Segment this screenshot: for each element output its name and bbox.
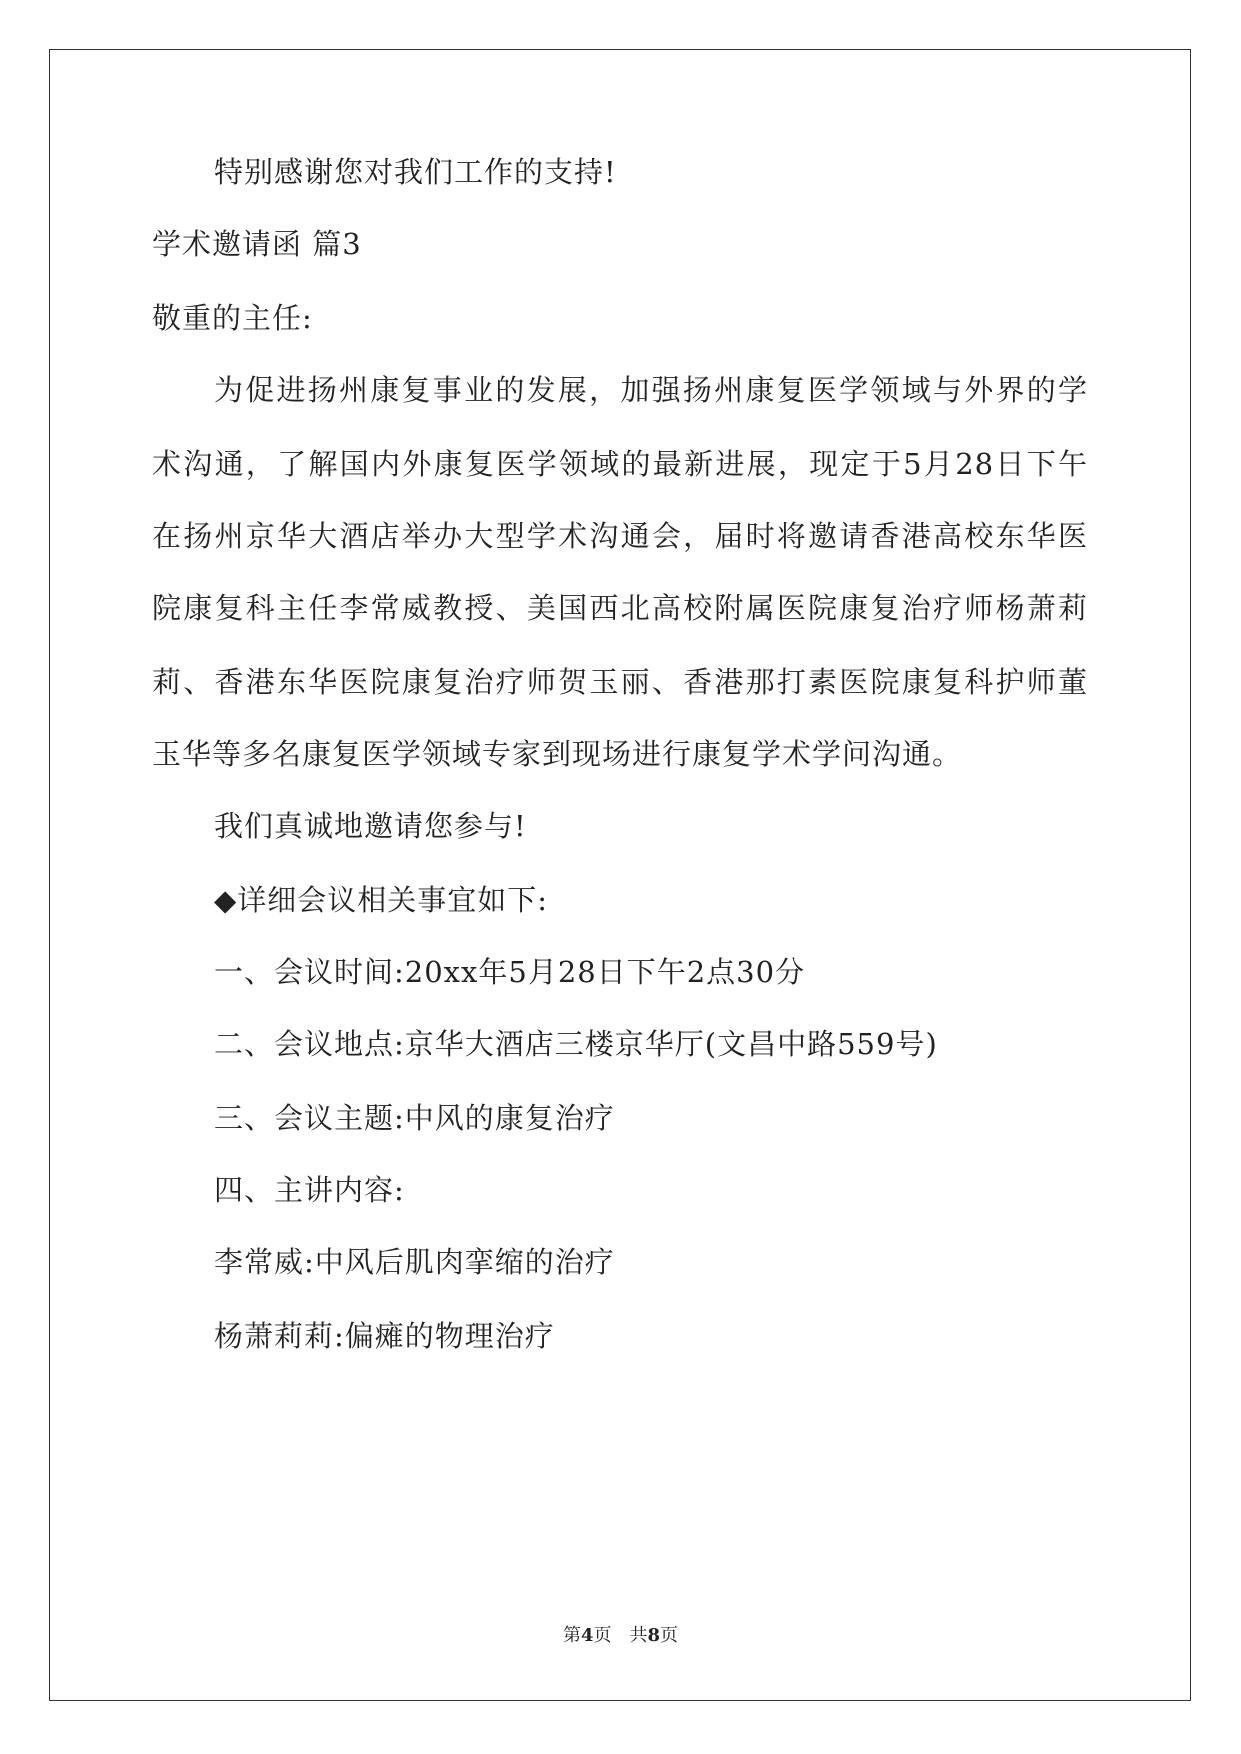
- speaker-1: 李常威:中风后肌肉挛缩的治疗: [214, 1245, 615, 1279]
- invitation-line: 我们真诚地邀请您参与!: [214, 809, 527, 843]
- total-page-number: 8: [647, 1625, 661, 1646]
- body-line-6: 玉华等多名康复医学领域专家到现场进行康复学术学问沟通。: [152, 737, 963, 771]
- current-page-number: 4: [580, 1625, 594, 1646]
- section-heading: 学术邀请函 篇3: [152, 227, 362, 261]
- salutation: 敬重的主任:: [152, 301, 313, 335]
- speaker-2: 杨萧莉莉:偏瘫的物理治疗: [214, 1319, 555, 1353]
- details-heading: ◆详细会议相关事宜如下:: [214, 883, 549, 917]
- body-line-5: 莉、香港东华医院康复治疗师贺玉丽、香港那打素医院康复科护师董: [152, 665, 1088, 699]
- meeting-topic: 三、会议主题:中风的康复治疗: [214, 1101, 615, 1135]
- meeting-location: 二、会议地点:京华大酒店三楼京华厅(文昌中路559号): [214, 1027, 938, 1061]
- footer-mid: 页 共: [593, 1625, 648, 1646]
- footer-prefix: 第: [562, 1625, 581, 1646]
- body-line-4: 院康复科主任李常威教授、美国西北高校附属医院康复治疗师杨萧莉: [152, 591, 1088, 625]
- footer-suffix: 页: [660, 1625, 679, 1646]
- meeting-time: 一、会议时间:20xx年5月28日下午2点30分: [214, 955, 806, 989]
- lecture-content-heading: 四、主讲内容:: [214, 1173, 405, 1207]
- body-line-3: 在扬州京华大酒店举办大型学术沟通会，届时将邀请香港高校东华医: [152, 519, 1088, 553]
- page-footer: [0, 1624, 1241, 1648]
- page-border: [49, 49, 1191, 1701]
- body-line-2: 术沟通，了解国内外康复医学领域的最新进展，现定于5月28日下午: [152, 447, 1088, 481]
- body-line-1: 为促进扬州康复事业的发展，加强扬州康复医学领域与外界的学: [214, 373, 1088, 407]
- thanks-paragraph: 特别感谢您对我们工作的支持!: [214, 155, 617, 189]
